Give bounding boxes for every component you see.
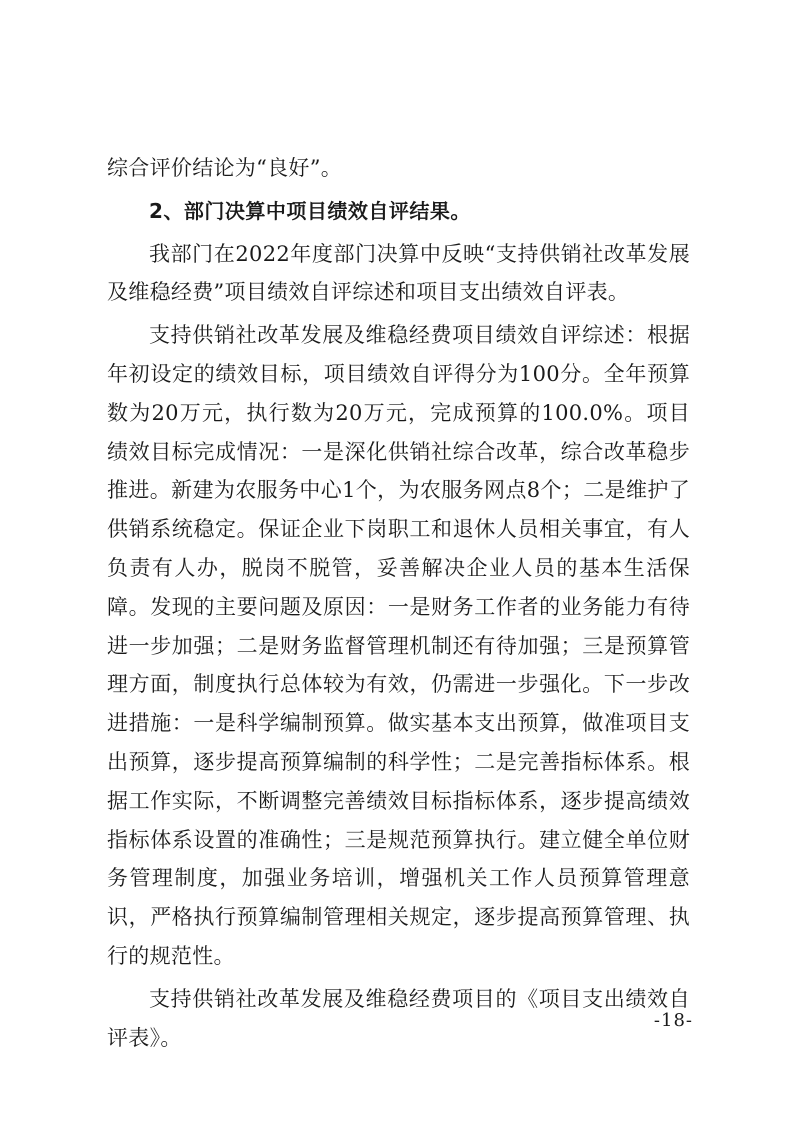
conclusion-paragraph: 综合评价结论为“良好”。: [107, 156, 343, 180]
section-heading: 2、部门决算中项目绩效自评结果。: [149, 198, 471, 223]
intro-paragraph: 我部门在2022年度部门决算中反映“支持供销社改革发展及维稳经费”项目绩效自评综述和项目支出绩效自评表。: [107, 241, 690, 305]
body-text: [107, 149, 690, 1057]
page-number: -18-: [653, 1010, 693, 1031]
summary-paragraph: 支持供销社改革发展及维稳经费项目绩效自评综述：根据年初设定的绩效目标，项目绩效自评得分为100分。全年预算数为20万元，执行数为20万元，完成预算的100.0%。项目绩效目标完成情况：一是深化供销社综合改革，综合改革稳步推进。新建为农服务中心1个，为农服务网点8个；二是维护了供销系统稳定。保证企业下岗职工和退休人员相关事宜，有人负责有人办，脱岗不脱管，妥善解决企业人员的基本生活保障。发现的主要问题及原因：一是财务工作者的业务能力有待进一步加强；二是财务监督管理机制还有待加强；三是预算管理方面，制度执行总体较为有效，仍需进一步强化。下一步改进措施：一是科学编制预算。做实基本支出预算，做准项目支出预算，逐步提高预算编制的科学性；二是完善指标体系。根据工作实际，不断调整完善绩效目标指标体系，逐步提高绩效指标体系设置的准确性；三是规范预算执行。建立健全单位财务管理制度，加强业务培训，增强机关工作人员预算管理意识，严格执行预算编制管理相关规定，逐步提高预算管理、执行的规范性。: [107, 323, 690, 968]
table-reference-paragraph: 支持供销社改革发展及维稳经费项目的《项目支出绩效自评表》。: [107, 986, 690, 1050]
